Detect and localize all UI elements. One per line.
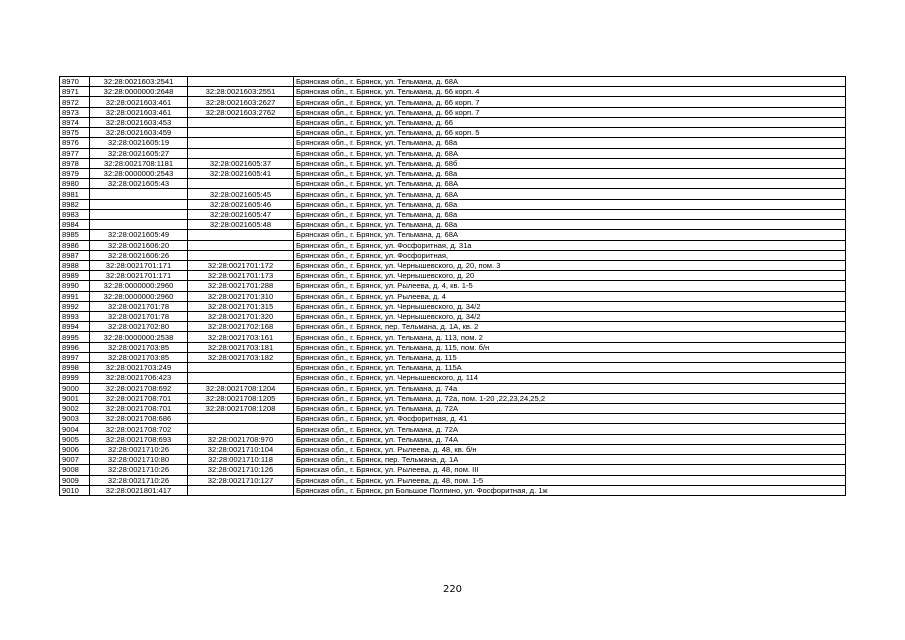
address-cell: Брянская обл., г. Брянск, ул. Чернышевского, д. 34/2 — [294, 301, 846, 311]
row-number-cell: 8986 — [60, 240, 90, 250]
address-cell: Брянская обл., г. Брянск, ул. Чернышевского, д. 34/2 — [294, 312, 846, 322]
table-row — [60, 117, 846, 127]
table-row — [60, 312, 846, 322]
related-cadastral-number-cell: 32:28:0021605:48 — [188, 220, 294, 230]
cadastral-number-cell: 32:28:0021708:1181 — [90, 158, 188, 168]
table-row — [60, 260, 846, 270]
table-row — [60, 291, 846, 301]
address-cell: Брянская обл., г. Брянск, ул. Тельмана, д. 115, пом. б/н — [294, 342, 846, 352]
row-number-cell: 8995 — [60, 332, 90, 342]
cadastral-number-cell: 32:28:0021701:171 — [90, 260, 188, 270]
table-row — [60, 209, 846, 219]
related-cadastral-number-cell: 32:28:0021710:104 — [188, 444, 294, 454]
row-number-cell: 9001 — [60, 393, 90, 403]
address-cell: Брянская обл., г. Брянск, ул. Фосфоритная, д. 31а — [294, 240, 846, 250]
address-cell: Брянская обл., г. Брянск, ул. Фосфоритная, д. 41 — [294, 414, 846, 424]
related-cadastral-number-cell — [188, 363, 294, 373]
address-cell: Брянская обл., г. Брянск, ул. Тельмана, д. 68А — [294, 179, 846, 189]
table-row — [60, 158, 846, 168]
related-cadastral-number-cell — [188, 373, 294, 383]
address-cell: Брянская обл., г. Брянск, пер. Тельмана, д. 1А — [294, 455, 846, 465]
cadastral-number-cell: 32:28:0000000:2648 — [90, 87, 188, 97]
address-cell: Брянская обл., г. Брянск, ул. Тельмана, д. 68а — [294, 138, 846, 148]
related-cadastral-number-cell: 32:28:0021710:118 — [188, 455, 294, 465]
address-cell: Брянская обл., г. Брянск, ул. Тельмана, д. 113, пом. 2 — [294, 332, 846, 342]
table-row — [60, 404, 846, 414]
related-cadastral-number-cell — [188, 77, 294, 87]
table-row — [60, 332, 846, 342]
table-row — [60, 128, 846, 138]
address-cell: Брянская обл., г. Брянск, ул. Рылеева, д. 4, кв. 1-5 — [294, 281, 846, 291]
related-cadastral-number-cell: 32:28:0021708:970 — [188, 434, 294, 444]
cadastral-number-cell: 32:28:0021603:453 — [90, 117, 188, 127]
address-cell: Брянская обл., г. Брянск, ул. Тельмана, д. 66 корп. 7 — [294, 97, 846, 107]
cadastral-number-cell: 32:28:0021703:85 — [90, 352, 188, 362]
row-number-cell: 9005 — [60, 434, 90, 444]
row-number-cell: 8991 — [60, 291, 90, 301]
row-number-cell: 8972 — [60, 97, 90, 107]
related-cadastral-number-cell: 32:28:0021708:1208 — [188, 404, 294, 414]
table-row — [60, 230, 846, 240]
table-row — [60, 434, 846, 444]
table-row — [60, 444, 846, 454]
table-row — [60, 240, 846, 250]
row-number-cell: 8978 — [60, 158, 90, 168]
registry-table — [59, 76, 846, 496]
address-cell: Брянская обл., г. Брянск, ул. Тельмана, д. 72А — [294, 404, 846, 414]
row-number-cell: 8983 — [60, 209, 90, 219]
address-cell: Брянская обл., г. Брянск, рп Большое Полпино, ул. Фосфоритная, д. 1ж — [294, 485, 846, 495]
row-number-cell: 8999 — [60, 373, 90, 383]
row-number-cell: 9010 — [60, 485, 90, 495]
row-number-cell: 8982 — [60, 199, 90, 209]
address-cell: Брянская обл., г. Брянск, пер. Тельмана, д. 1А, кв. 2 — [294, 322, 846, 332]
row-number-cell: 8977 — [60, 148, 90, 158]
cadastral-number-cell: 32:28:0021710:26 — [90, 475, 188, 485]
cadastral-number-cell: 32:28:0021703:249 — [90, 363, 188, 373]
cadastral-number-cell: 32:28:0021606:26 — [90, 250, 188, 260]
related-cadastral-number-cell: 32:28:0021701:310 — [188, 291, 294, 301]
address-cell: Брянская обл., г. Брянск, ул. Тельмана, д. 68А — [294, 189, 846, 199]
row-number-cell: 8976 — [60, 138, 90, 148]
cadastral-number-cell: 32:28:0021605:49 — [90, 230, 188, 240]
row-number-cell: 8984 — [60, 220, 90, 230]
cadastral-number-cell: 32:28:0021702:80 — [90, 322, 188, 332]
cadastral-number-cell: 32:28:0021708:701 — [90, 404, 188, 414]
row-number-cell: 8975 — [60, 128, 90, 138]
related-cadastral-number-cell: 32:28:0021710:127 — [188, 475, 294, 485]
row-number-cell: 8990 — [60, 281, 90, 291]
row-number-cell: 9008 — [60, 465, 90, 475]
table-row — [60, 87, 846, 97]
table-row — [60, 383, 846, 393]
cadastral-number-cell: 32:28:0021603:2541 — [90, 77, 188, 87]
cadastral-number-cell: 32:28:0021703:85 — [90, 342, 188, 352]
related-cadastral-number-cell: 32:28:0021605:46 — [188, 199, 294, 209]
address-cell: Брянская обл., г. Брянск, ул. Рылеева, д. 48, пом. III — [294, 465, 846, 475]
address-cell: Брянская обл., г. Брянск, ул. Тельмана, д. 115 — [294, 352, 846, 362]
row-number-cell: 9003 — [60, 414, 90, 424]
table-row — [60, 220, 846, 230]
related-cadastral-number-cell: 32:28:0021710:126 — [188, 465, 294, 475]
related-cadastral-number-cell: 32:28:0021605:37 — [188, 158, 294, 168]
address-cell: Брянская обл., г. Брянск, ул. Тельмана, д. 72а, пом. 1-20 ,22,23,24,25,2 — [294, 393, 846, 403]
cadastral-number-cell — [90, 220, 188, 230]
address-cell: Брянская обл., г. Брянск, ул. Рылеева, д. 48, кв. б/н — [294, 444, 846, 454]
row-number-cell: 8980 — [60, 179, 90, 189]
cadastral-number-cell: 32:28:0021605:27 — [90, 148, 188, 158]
table-row — [60, 485, 846, 495]
table-row — [60, 414, 846, 424]
row-number-cell: 9007 — [60, 455, 90, 465]
related-cadastral-number-cell: 32:28:0021605:47 — [188, 209, 294, 219]
cadastral-number-cell: 32:28:0021603:461 — [90, 107, 188, 117]
table-row — [60, 301, 846, 311]
cadastral-number-cell: 32:28:0000000:2960 — [90, 291, 188, 301]
row-number-cell: 8981 — [60, 189, 90, 199]
address-cell: Брянская обл., г. Брянск, ул. Тельмана, д. 66 корп. 5 — [294, 128, 846, 138]
related-cadastral-number-cell: 32:28:0021703:161 — [188, 332, 294, 342]
address-cell: Брянская обл., г. Брянск, ул. Тельмана, д. 68а — [294, 199, 846, 209]
row-number-cell: 8996 — [60, 342, 90, 352]
table-row — [60, 189, 846, 199]
cadastral-number-cell: 32:28:0021701:78 — [90, 312, 188, 322]
cadastral-number-cell — [90, 209, 188, 219]
row-number-cell: 8971 — [60, 87, 90, 97]
address-cell: Брянская обл., г. Брянск, ул. Тельмана, д. 115А — [294, 363, 846, 373]
row-number-cell: 9000 — [60, 383, 90, 393]
table-row — [60, 250, 846, 260]
related-cadastral-number-cell: 32:28:0021603:2762 — [188, 107, 294, 117]
cadastral-number-cell: 32:28:0021801:417 — [90, 485, 188, 495]
cadastral-number-cell: 32:28:0021708:701 — [90, 393, 188, 403]
address-cell: Брянская обл., г. Брянск, ул. Тельмана, д. 72А — [294, 424, 846, 434]
cadastral-number-cell: 32:28:0021708:692 — [90, 383, 188, 393]
row-number-cell: 8985 — [60, 230, 90, 240]
cadastral-number-cell: 32:28:0021708:693 — [90, 434, 188, 444]
table-row — [60, 168, 846, 178]
table-row — [60, 455, 846, 465]
address-cell: Брянская обл., г. Брянск, ул. Тельмана, д. 68А — [294, 148, 846, 158]
address-cell: Брянская обл., г. Брянск, ул. Тельмана, д. 68а — [294, 209, 846, 219]
cadastral-number-cell — [90, 199, 188, 209]
row-number-cell: 8993 — [60, 312, 90, 322]
related-cadastral-number-cell — [188, 179, 294, 189]
related-cadastral-number-cell — [188, 148, 294, 158]
row-number-cell: 8979 — [60, 168, 90, 178]
row-number-cell: 8992 — [60, 301, 90, 311]
row-number-cell: 9009 — [60, 475, 90, 485]
address-cell: Брянская обл., г. Брянск, ул. Чернышевского, д. 114 — [294, 373, 846, 383]
cadastral-number-cell: 32:28:0021710:80 — [90, 455, 188, 465]
cadastral-number-cell: 32:28:0021710:26 — [90, 444, 188, 454]
table-row — [60, 475, 846, 485]
table-row — [60, 424, 846, 434]
table-row — [60, 281, 846, 291]
cadastral-number-cell: 32:28:0021606:20 — [90, 240, 188, 250]
cadastral-number-cell: 32:28:0021701:78 — [90, 301, 188, 311]
address-cell: Брянская обл., г. Брянск, ул. Тельмана, д. 68а — [294, 168, 846, 178]
related-cadastral-number-cell — [188, 230, 294, 240]
table-row — [60, 138, 846, 148]
table-row — [60, 342, 846, 352]
cadastral-number-cell: 32:28:0000000:2543 — [90, 168, 188, 178]
table-row — [60, 393, 846, 403]
address-cell: Брянская обл., г. Брянск, ул. Рылеева, д. 48, пом. 1-5 — [294, 475, 846, 485]
address-cell: Брянская обл., г. Брянск, ул. Тельмана, д. 68а — [294, 220, 846, 230]
row-number-cell: 8998 — [60, 363, 90, 373]
table-row — [60, 77, 846, 87]
address-cell: Брянская обл., г. Брянск, ул. Тельмана, д. 74а — [294, 383, 846, 393]
address-cell: Брянская обл., г. Брянск, ул. Тельмана, д. 68б — [294, 158, 846, 168]
cadastral-number-cell: 32:28:0021605:43 — [90, 179, 188, 189]
cadastral-number-cell: 32:28:0021605:19 — [90, 138, 188, 148]
row-number-cell: 9004 — [60, 424, 90, 434]
related-cadastral-number-cell — [188, 128, 294, 138]
table-row — [60, 199, 846, 209]
cadastral-number-cell: 32:28:0000000:2538 — [90, 332, 188, 342]
row-number-cell: 8989 — [60, 271, 90, 281]
address-cell: Брянская обл., г. Брянск, ул. Тельмана, д. 68А — [294, 77, 846, 87]
cadastral-number-cell: 32:28:0021708:702 — [90, 424, 188, 434]
row-number-cell: 8997 — [60, 352, 90, 362]
table-row — [60, 271, 846, 281]
table-body — [60, 77, 846, 496]
related-cadastral-number-cell: 32:28:0021701:315 — [188, 301, 294, 311]
table-row — [60, 363, 846, 373]
table-row — [60, 107, 846, 117]
table-row — [60, 352, 846, 362]
cadastral-number-cell: 32:28:0021603:459 — [90, 128, 188, 138]
row-number-cell: 9002 — [60, 404, 90, 414]
related-cadastral-number-cell: 32:28:0021703:181 — [188, 342, 294, 352]
address-cell: Брянская обл., г. Брянск, ул. Тельмана, д. 68А — [294, 230, 846, 240]
address-cell: Брянская обл., г. Брянск, ул. Чернышевского, д. 20, пом. 3 — [294, 260, 846, 270]
address-cell: Брянская обл., г. Брянск, ул. Тельмана, д. 66 корп. 4 — [294, 87, 846, 97]
related-cadastral-number-cell: 32:28:0021701:288 — [188, 281, 294, 291]
related-cadastral-number-cell: 32:28:0021603:2627 — [188, 97, 294, 107]
table-row — [60, 373, 846, 383]
related-cadastral-number-cell — [188, 240, 294, 250]
row-number-cell: 8987 — [60, 250, 90, 260]
table-row — [60, 179, 846, 189]
cadastral-number-cell: 32:28:0021603:461 — [90, 97, 188, 107]
related-cadastral-number-cell: 32:28:0021605:41 — [188, 168, 294, 178]
related-cadastral-number-cell — [188, 117, 294, 127]
address-cell: Брянская обл., г. Брянск, ул. Фосфоритная, — [294, 250, 846, 260]
table-row — [60, 97, 846, 107]
cadastral-number-cell: 32:28:0021706:423 — [90, 373, 188, 383]
related-cadastral-number-cell: 32:28:0021603:2551 — [188, 87, 294, 97]
related-cadastral-number-cell: 32:28:0021702:168 — [188, 322, 294, 332]
row-number-cell: 8970 — [60, 77, 90, 87]
cadastral-number-cell: 32:28:0021701:171 — [90, 271, 188, 281]
row-number-cell: 8988 — [60, 260, 90, 270]
page-number: 220 — [442, 584, 463, 595]
row-number-cell: 8973 — [60, 107, 90, 117]
cadastral-number-cell: 32:28:0000000:2960 — [90, 281, 188, 291]
address-cell: Брянская обл., г. Брянск, ул. Чернышевского, д. 20 — [294, 271, 846, 281]
address-cell: Брянская обл., г. Брянск, ул. Рылеева, д. 4 — [294, 291, 846, 301]
row-number-cell: 8974 — [60, 117, 90, 127]
related-cadastral-number-cell — [188, 424, 294, 434]
related-cadastral-number-cell: 32:28:0021701:172 — [188, 260, 294, 270]
cadastral-number-cell — [90, 189, 188, 199]
table-row — [60, 465, 846, 475]
table-row — [60, 148, 846, 158]
related-cadastral-number-cell — [188, 485, 294, 495]
related-cadastral-number-cell: 32:28:0021701:320 — [188, 312, 294, 322]
related-cadastral-number-cell: 32:28:0021708:1204 — [188, 383, 294, 393]
cadastral-number-cell: 32:28:0021708:686 — [90, 414, 188, 424]
related-cadastral-number-cell: 32:28:0021701:173 — [188, 271, 294, 281]
related-cadastral-number-cell — [188, 250, 294, 260]
related-cadastral-number-cell: 32:28:0021605:45 — [188, 189, 294, 199]
row-number-cell: 8994 — [60, 322, 90, 332]
address-cell: Брянская обл., г. Брянск, ул. Тельмана, д. 74А — [294, 434, 846, 444]
related-cadastral-number-cell — [188, 138, 294, 148]
address-cell: Брянская обл., г. Брянск, ул. Тельмана, д. 66 — [294, 117, 846, 127]
row-number-cell: 9006 — [60, 444, 90, 454]
related-cadastral-number-cell — [188, 414, 294, 424]
cadastral-number-cell: 32:28:0021710:26 — [90, 465, 188, 475]
related-cadastral-number-cell: 32:28:0021703:182 — [188, 352, 294, 362]
table-row — [60, 322, 846, 332]
related-cadastral-number-cell: 32:28:0021708:1205 — [188, 393, 294, 403]
address-cell: Брянская обл., г. Брянск, ул. Тельмана, д. 66 корп. 7 — [294, 107, 846, 117]
